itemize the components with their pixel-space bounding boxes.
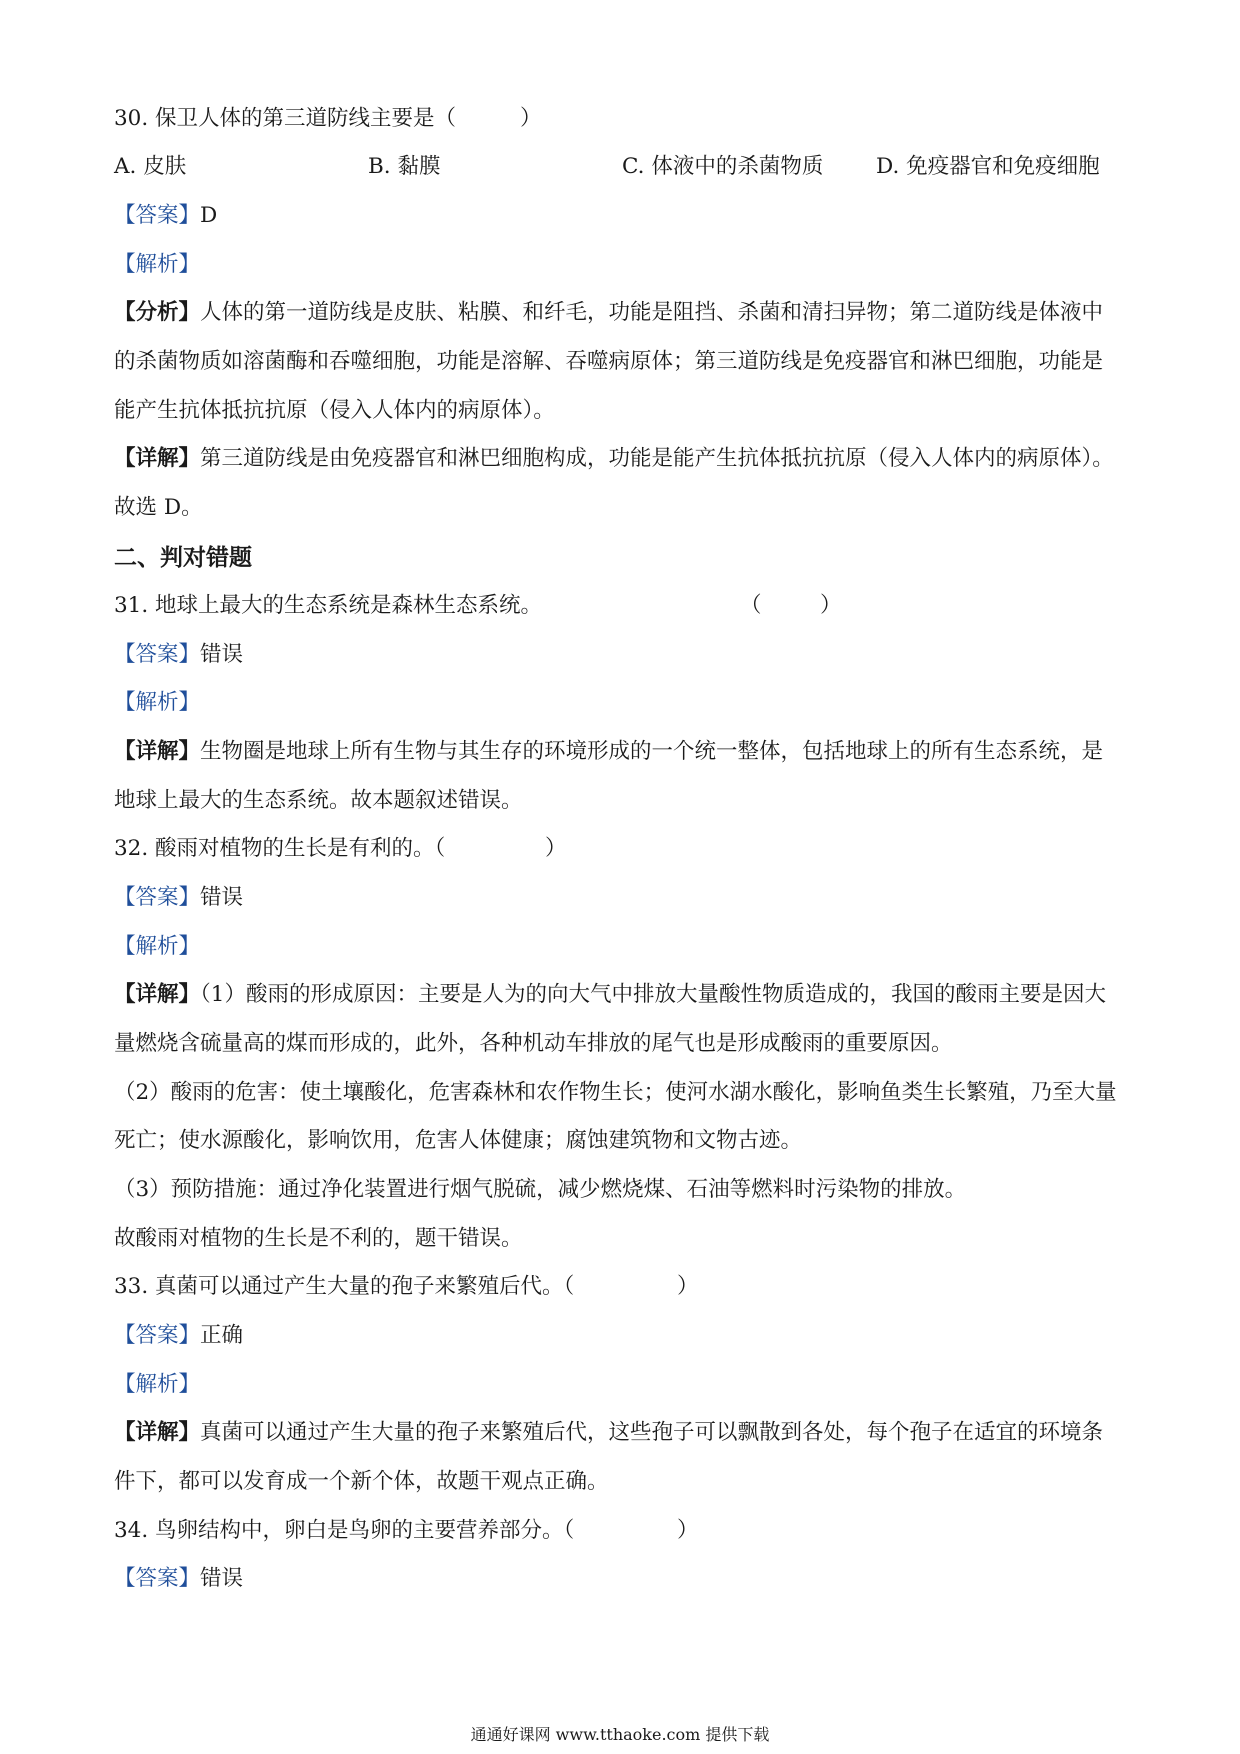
q30-fenxi-line-3: 能产生抗体抵抗抗原（侵入人体内的病原体）。 [114, 398, 555, 423]
q32-detail-tag: 【详解】 [114, 982, 201, 1007]
q32-detail-text-1: （1）酸雨的形成原因：主要是人为的向大气中排放大量酸性物质造成的，我国的酸雨主要是因大 [200, 982, 1106, 1007]
q32-detail-line-1 [114, 980, 1106, 1010]
q33-answer-value: 正确 [200, 1323, 244, 1348]
q31-detail-tag: 【详解】 [114, 739, 201, 764]
q33-detail-line-1 [114, 1418, 1103, 1448]
q30-option-a: A. 皮肤 [114, 154, 187, 179]
q31-answer-tag: 【答案】 [114, 642, 201, 667]
q30-fenxi-text-1: 人体的第一道防线是皮肤、粘膜、和纤毛，功能是阻挡、杀菌和清扫异物；第二道防线是体液中 [200, 300, 1104, 325]
q30-answer-value: D [200, 203, 218, 228]
q33-answer-tag: 【答案】 [114, 1323, 201, 1348]
q31-paren-open: （ [740, 593, 762, 618]
q33-detail-text-1: 真菌可以通过产生大量的孢子来繁殖后代，这些孢子可以飘散到各处，每个孢子在适宜的环境条 [200, 1420, 1104, 1445]
q30-stem: 30. 保卫人体的第三道防线主要是（ [114, 106, 457, 131]
q31-analysis-tag: 【解析】 [114, 690, 201, 715]
q32-detail-line-6: 故酸雨对植物的生长是不利的，题干错误。 [114, 1226, 523, 1251]
q31-detail-line-1 [114, 737, 1103, 767]
section-title: 二、判对错题 [114, 545, 252, 571]
q31-answer [114, 640, 243, 670]
q31-detail-line-2: 地球上最大的生态系统。故本题叙述错误。 [114, 788, 523, 813]
q30-option-b: B. 黏膜 [368, 154, 441, 179]
q30-detail-line-2: 故选 D。 [114, 495, 203, 520]
q31-answer-value: 错误 [200, 642, 244, 667]
q34-answer [114, 1564, 243, 1594]
q32-detail-line-3: （2）酸雨的危害：使土壤酸化，危害森林和农作物生长；使河水湖水酸化，影响鱼类生长繁殖，乃至大量 [114, 1080, 1117, 1105]
q32-detail-line-5: （3）预防措施：通过净化装置进行烟气脱硫，减少燃烧煤、石油等燃料时污染物的排放。 [114, 1177, 967, 1202]
q30-fenxi-line-2: 的杀菌物质如溶菌酶和吞噬细胞，功能是溶解、吞噬病原体；第三道防线是免疫器官和淋巴细胞，功能是 [114, 349, 1104, 374]
q31-paren-close: ） [820, 593, 842, 618]
footer-watermark: 通通好课网 www.tthaoke.com 提供下载 [470, 1725, 770, 1744]
q31-detail-text-1: 生物圈是地球上所有生物与其生存的环境形成的一个统一整体，包括地球上的所有生态系统，是 [200, 739, 1104, 764]
q31-stem: 31. 地球上最大的生态系统是森林生态系统。 [114, 593, 543, 618]
q34-paren-close: ） [677, 1518, 699, 1543]
q32-detail-line-2: 量燃烧含硫量高的煤而形成的，此外，各种机动车排放的尾气也是形成酸雨的重要原因。 [114, 1031, 953, 1056]
q30-detail-text-1: 第三道防线是由免疫器官和淋巴细胞构成，功能是能产生抗体抵抗抗原（侵入人体内的病原体）。 [200, 446, 1114, 471]
q32-answer [114, 883, 243, 913]
q33-detail-line-2: 件下，都可以发育成一个新个体，故题干观点正确。 [114, 1469, 609, 1494]
q32-stem: 32. 酸雨对植物的生长是有利的。（ [114, 836, 446, 861]
q30-stem-line [114, 104, 456, 134]
q33-detail-tag: 【详解】 [114, 1420, 201, 1445]
q34-answer-value: 错误 [200, 1566, 244, 1591]
q30-detail-line-1 [114, 444, 1114, 474]
q30-answer-tag: 【答案】 [114, 203, 201, 228]
q30-detail-tag: 【详解】 [114, 446, 201, 471]
q30-option-d: D. 免疫器官和免疫细胞 [876, 154, 1100, 179]
q30-analysis-tag: 【解析】 [114, 252, 201, 277]
q32-analysis-tag: 【解析】 [114, 934, 201, 959]
q34-answer-tag: 【答案】 [114, 1566, 201, 1591]
q34-stem: 34. 鸟卵结构中，卵白是鸟卵的主要营养部分。（ [114, 1518, 575, 1543]
q32-paren-close: ） [545, 836, 567, 861]
q30-paren-close: ） [520, 106, 542, 131]
q33-stem: 33. 真菌可以通过产生大量的孢子来繁殖后代。（ [114, 1274, 575, 1299]
q32-detail-line-4: 死亡；使水源酸化，影响饮用，危害人体健康；腐蚀建筑物和文物古迹。 [114, 1128, 803, 1153]
q30-answer [114, 201, 217, 231]
q32-answer-value: 错误 [200, 885, 244, 910]
q33-answer [114, 1321, 243, 1351]
q33-analysis-tag: 【解析】 [114, 1372, 201, 1397]
q32-answer-tag: 【答案】 [114, 885, 201, 910]
q30-fenxi-line-1 [114, 298, 1103, 328]
q30-option-c: C. 体液中的杀菌物质 [622, 154, 824, 179]
q33-paren-close: ） [677, 1274, 699, 1299]
q30-fenxi-tag: 【分析】 [114, 300, 201, 325]
